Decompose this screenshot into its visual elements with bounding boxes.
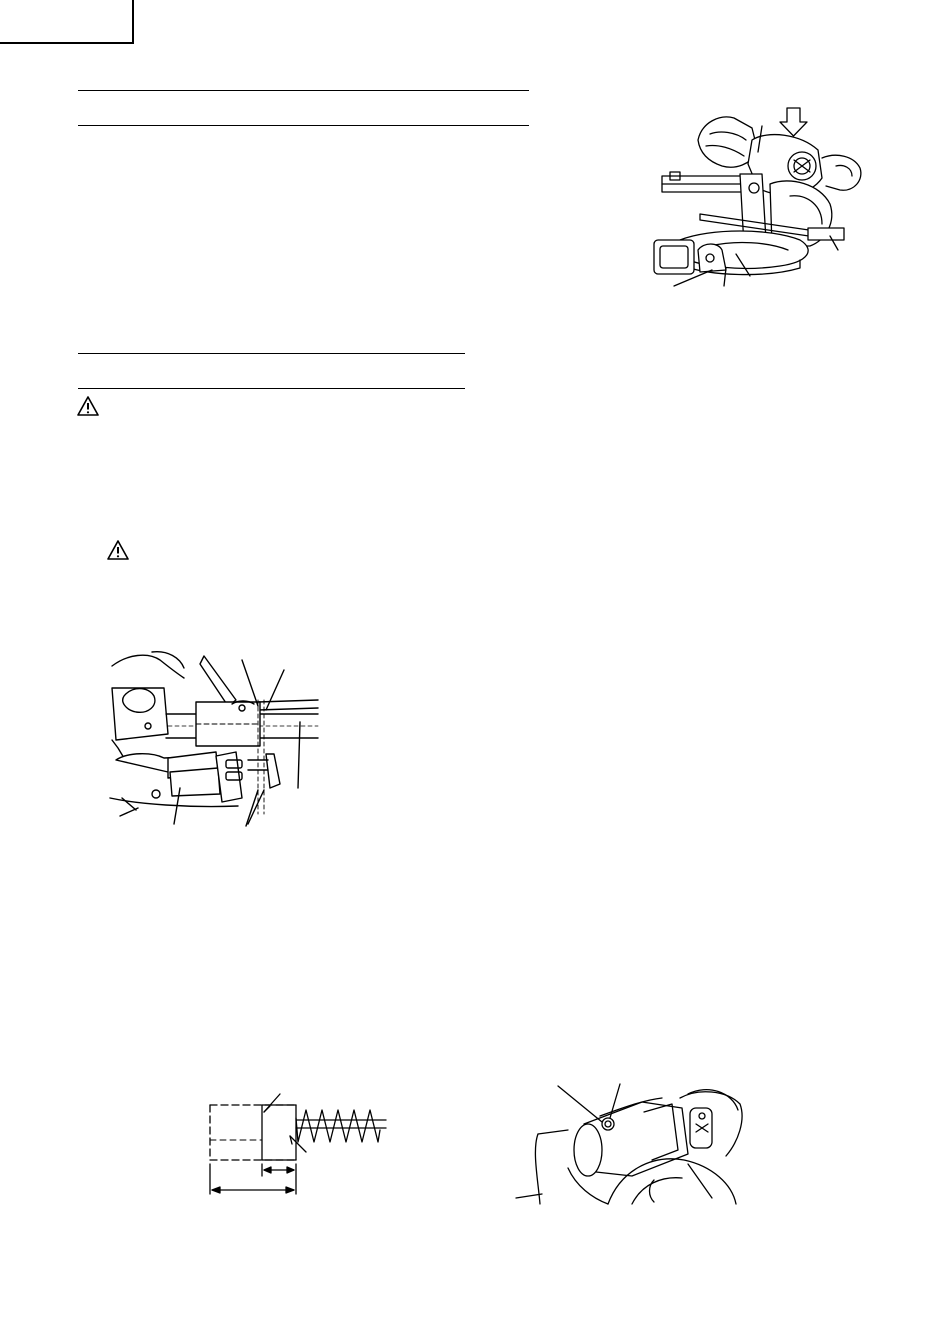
- section-rule-mid-1: [78, 353, 465, 354]
- section-rule-top-1: [78, 90, 529, 91]
- section-rule-top-2: [78, 125, 529, 126]
- warning-triangle-icon: [77, 396, 99, 421]
- brush-cap-illustration: [512, 1080, 748, 1208]
- section-rule-mid-2: [78, 388, 465, 389]
- carbon-brush-diagram: [200, 1090, 400, 1200]
- miter-saw-illustration: [640, 100, 870, 300]
- slide-stopper-illustration: [108, 648, 323, 830]
- page-corner-tab: [0, 0, 134, 44]
- warning-triangle-icon: [107, 540, 129, 565]
